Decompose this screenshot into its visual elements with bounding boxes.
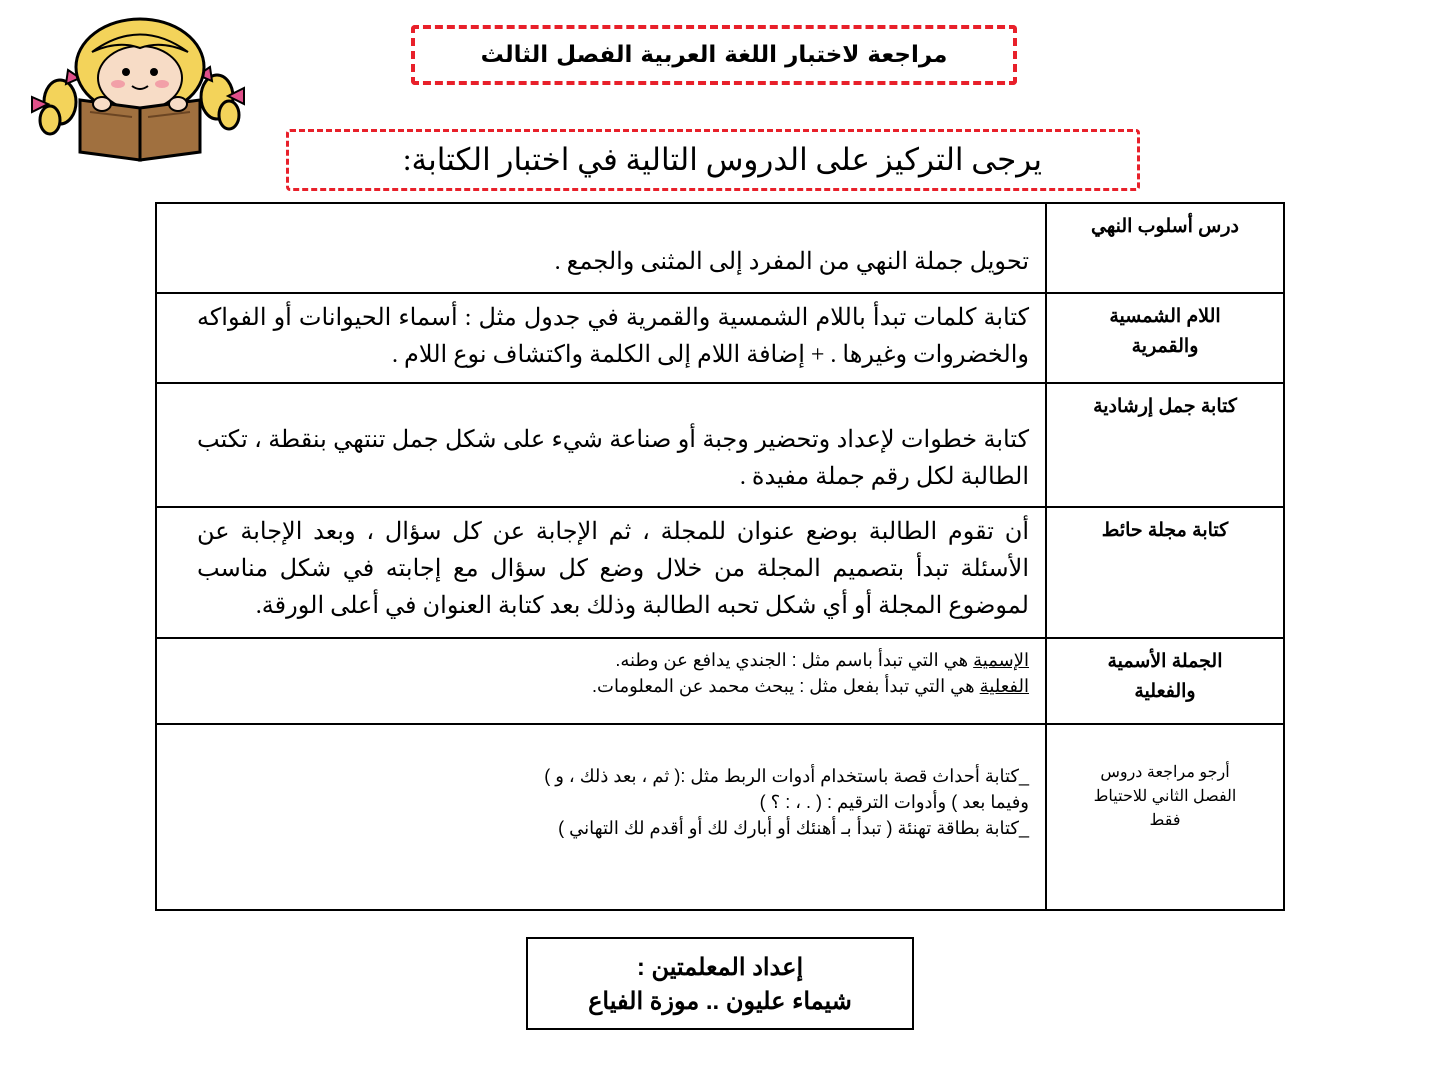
review-note: أرجو مراجعة دروس الفصل الثاني للاحتياط فقط [1046,724,1284,910]
focus-instruction-box [286,129,1140,191]
nominal-definition: هي التي تبدأ باسم مثل : الجندي يدافع عن وطنه. [615,650,974,670]
table-row [156,638,1284,724]
page-title-text: مراجعة لاختبار اللغة العربية الفصل الثالث [480,42,948,68]
lesson-description: كتابة كلمات تبدأ باللام الشمسية والقمرية في جدول مثل : أسماء الحيوانات أو الفواكه والخضروات وغيرها . + إضافة اللام إلى الكلمة واكتشاف نوع اللام . [156,293,1046,383]
table-row [156,293,1284,383]
focus-instruction-text: يرجى التركيز على الدروس التالية في اختبار الكتابة: [402,142,1042,177]
table-row [156,507,1284,638]
story-writing-line: _كتابة أحداث قصة باستخدام أدوات الربط مثل :( ثم ، بعد ذلك ، و ) [544,766,1029,786]
lesson-topic: كتابة مجلة حائط [1046,507,1284,638]
verbal-sentence-line [177,673,1029,699]
verbal-term: الفعلية [979,676,1029,696]
lessons-table [155,202,1285,911]
greeting-card-line: _كتابة بطاقة تهنئة ( تبدأ بـ أهنئك أو أبارك لك أو أقدم لك التهاني ) [558,818,1029,838]
lesson-description-text: كتابة خطوات لإعداد وتحضير وجبة أو صناعة شيء على شكل جمل تنتهي بنقطة ، تكتب الطالبة لكل رقم جملة مفيدة . [197,427,1029,490]
table-row [156,203,1284,293]
girl-reading-illustration [22,12,257,162]
lesson-description [156,383,1046,507]
punctuation-line: وفيما بعد ) وأدوات الترقيم : ( . ، : ؟ ) [759,792,1029,812]
table-row [156,724,1284,910]
teacher-names: شيماء عليون .. موزة الفياع [588,988,852,1015]
prepared-by-box [526,937,914,1030]
verbal-definition: هي التي تبدأ بفعل مثل : يبحث محمد عن المعلومات. [592,676,980,696]
page-title [411,25,1017,85]
lesson-description [156,203,1046,293]
table-row [156,383,1284,507]
lesson-topic: كتابة جمل إرشادية [1046,383,1284,507]
prepared-by-label: إعداد المعلمتين : [636,954,804,981]
lesson-description: أن تقوم الطالبة بوضع عنوان للمجلة ، ثم الإجابة عن كل سؤال ، وبعد الإجابة عن الأسئلة تبدأ بتصميم المجلة من خلال وضع كل سؤال مع إجابته في شكل مناسب لموضوع المجلة أو أي شكل تحبه الطالبة وذلك بعد كتابة العنوان في أعلى الورقة. [156,507,1046,638]
lesson-description-text: تحويل جملة النهي من المفرد إلى المثنى والجمع . [554,249,1029,275]
nominal-sentence-line [177,647,1029,673]
lesson-description [156,638,1046,724]
lesson-topic: اللام الشمسية والقمرية [1046,293,1284,383]
nominal-term: الإسمية [973,650,1029,670]
lesson-description [156,724,1046,910]
lesson-topic: درس أسلوب النهي [1046,203,1284,293]
lesson-topic: الجملة الأسمية والفعلية [1046,638,1284,724]
